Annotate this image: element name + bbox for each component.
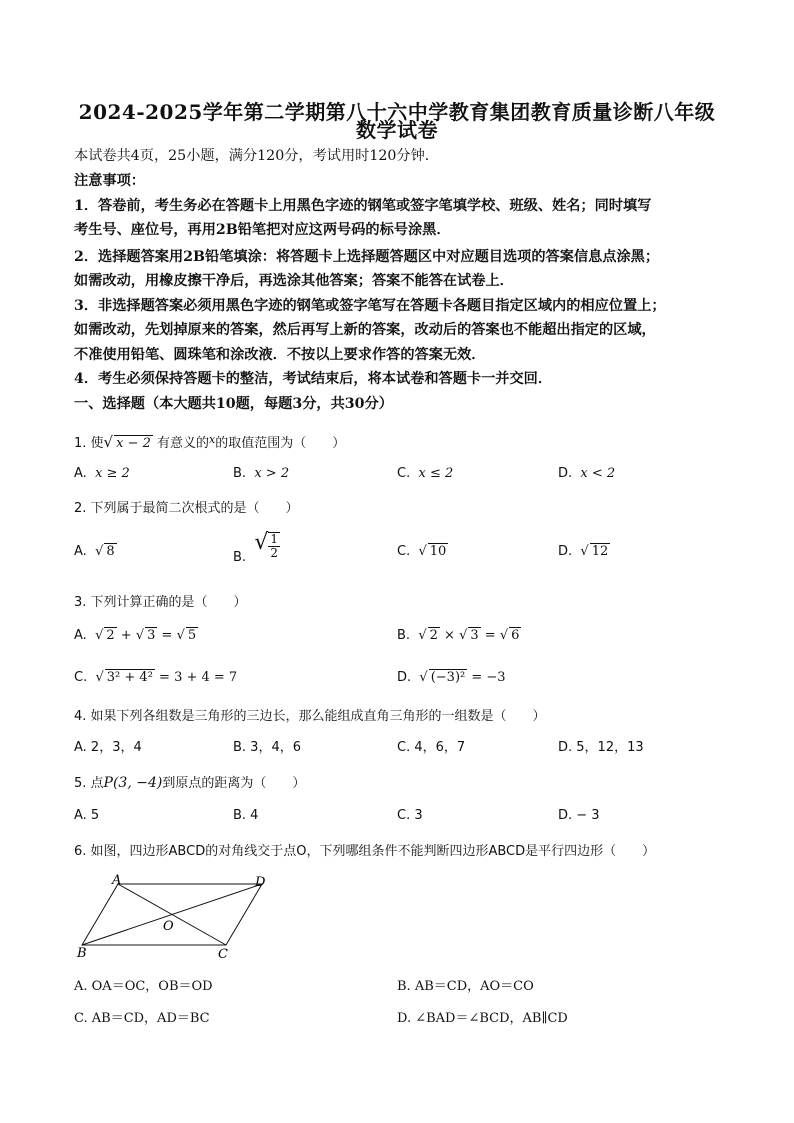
q3-d-label: D. [397,670,412,685]
q2-b-num: 1 [270,531,278,546]
q1-mid: 有意义的 [157,436,210,451]
q3-a-op: + [116,628,136,643]
q5-point: P(3, −4) [103,775,163,791]
q6-option-a[interactable]: A. OA＝OC，OB＝OD [74,979,213,994]
notice-1a-text: 1．答卷前，考生务必在答题卡上用黑色字迹的钢笔或签字笔填学校、班级、姓名；同时填写 [74,198,652,214]
q1-post: 的取值范围为（ ） [215,436,346,451]
q1-c-label: C. [397,466,411,481]
q3-a-r2: 3 [147,628,156,643]
q2-a-value: 8 [106,544,115,559]
q6-option-c[interactable]: C. AB＝CD，AD＝BC [74,1011,210,1026]
parallelogram-figure [74,872,284,962]
notice-3c: 不准使用铅笔、圆珠笔和涂改液．不按以上要求作答的答案无效． [74,347,486,363]
q1-b-value: x > 2 [254,466,290,481]
notice-1a [74,196,734,216]
q2-option-a[interactable]: A. √ 8 [74,544,115,559]
q3-b-label: B. [397,628,411,643]
q2-b-label: B. [233,550,247,565]
q3-option-c[interactable]: C. √ 3² + 4² = 3 + 4 = 7 [74,670,238,685]
q5-option-b[interactable]: B. 4 [233,808,259,823]
q2-d-value: 12 [591,544,609,559]
notice-label: 注意事项： [74,173,145,189]
vertex-label-c: C [218,947,228,962]
q1-option-d[interactable] [558,466,615,481]
q3-a-r3: 5 [187,628,197,643]
q6-option-d[interactable]: D. ∠BAD＝∠BCD，AB∥CD [397,1011,568,1026]
q2-c-value: 10 [429,544,447,559]
notice-2a: 2．选择题答案用2B铅笔填涂：将答题卡上选择题答题区中对应题目选项的答案信息点涂黑； [74,249,660,265]
q2-option-b[interactable]: B. √ $\frac{1}{2}$ [233,530,278,565]
q3-c-label: C. [74,670,88,685]
question-4: 4. 如果下列各组数是三角形的三边长，那么能组成直角三角形的一组数是（ ） [74,709,546,724]
q1-option-b[interactable] [233,466,289,481]
q2-option-d[interactable]: D. √ 12 [558,544,609,559]
notice-3a: 3．非选择题答案必须用黑色字迹的钢笔或签字笔写在答题卡各题目指定区域内的相应位置上； [74,298,666,314]
q1-b-label: B. [233,466,247,481]
q1-option-c[interactable] [397,466,453,481]
question-6: 6. 如图，四边形ABCD的对角线交于点O，下列哪组条件不能判断四边形ABCD是平行四边形（ ） [74,844,656,859]
q3-b-r2: 3 [470,628,479,643]
q3-a-label: A. [74,628,87,643]
vertex-label-d: D [255,875,266,890]
vertex-label-a: A [112,873,122,888]
question-3: 3. 下列计算正确的是（ ） [74,595,247,610]
vertex-label-b: B [77,946,87,961]
q3-d-radicand: (−3)² [430,670,466,685]
q2-c-label: C. [397,544,411,559]
q1-pre: 1. 使 [74,436,104,451]
q5-option-a[interactable]: A. 5 [74,808,100,823]
notice-1b: 考生号、座位号，再用2B铅笔把对应这两号码的标号涂黑． [74,222,451,238]
q6-option-b[interactable]: B. AB＝CD，AO＝CO [397,979,534,994]
notice-3b: 如需改动，先划掉原来的答案，然后再写上新的答案，改动后的答案也不能超出指定的区域， [74,322,656,338]
q4-option-d[interactable]: D. 5，12，13 [558,740,644,755]
q1-radicand: x − 2 [116,436,151,451]
q1-a-value: x ≥ 2 [95,466,130,481]
exam-title: 2024-2025学年第二学期第八十六中学教育集团教育质量诊断八年级 [78,100,716,124]
question-2: 2. 下列属于最简二次根式的是（ ） [74,501,299,516]
question-1: 1. 使√ x − 2 有意义的$^x$的取值范围为（ ） [74,433,346,451]
section-heading: 一、选择题（本大题共10题，每题3分，共30分） [74,396,393,412]
center-label-o: O [163,919,174,934]
q4-option-b[interactable]: B. 3，4，6 [233,740,301,755]
question-5 [74,772,305,791]
q1-var: x [209,433,216,446]
diagonal-bd [82,884,262,945]
q3-c-radicand: 3² + 4² [106,670,153,685]
q3-b-eq: = [480,628,500,643]
q5-pre: 5. 点 [74,776,104,791]
q3-option-d[interactable]: D. √ (−3)² = −3 [397,670,506,685]
q3-b-r3: 6 [511,628,520,643]
q3-option-a[interactable]: A. √ 2 + √ 3 = √ 5 [74,628,197,643]
q1-a-label: A. [74,466,87,481]
q5-option-d[interactable]: D. − 3 [558,808,600,823]
exam-subtitle [0,114,794,143]
q3-b-op: × [439,628,460,643]
q2-option-c[interactable]: C. √ 10 [397,544,447,559]
exam-subtitle-text: 数学试卷 [356,118,438,142]
q3-b-r1: 2 [429,628,438,643]
q1-option-a[interactable] [74,466,130,481]
q1-d-label: D. [558,466,573,481]
q2-a-label: A. [74,544,87,559]
q5-post: 到原点的距离为（ ） [162,776,306,791]
q3-a-r1: 2 [106,628,115,643]
intro-line: 本试卷共4页，25小题，满分120分，考试用时120分钟． [74,148,439,164]
q1-c-value: x ≤ 2 [418,466,454,481]
q4-option-a[interactable]: A. 2，3，4 [74,740,142,755]
q3-a-eq: = [157,628,177,643]
q2-d-label: D. [558,544,573,559]
q5-option-c[interactable]: C. 3 [397,808,423,823]
q2-b-den: 2 [270,545,278,560]
q2-b-fraction [268,532,280,560]
notice-2b: 如需改动，用橡皮擦干净后，再选涂其他答案；答案不能答在试卷上． [74,273,514,289]
q3-option-b[interactable]: B. √ 2 × √ 3 = √ 6 [397,628,520,643]
q4-option-c[interactable]: C. 4，6，7 [397,740,466,755]
notice-4: 4．考生必须保持答题卡的整洁，考试结束后，将本试卷和答题卡一并交回． [74,371,553,387]
q1-d-value: x < 2 [580,466,616,481]
q3-d-rest: = −3 [467,670,506,685]
q3-c-rest: = 3 + 4 = 7 [154,670,238,685]
